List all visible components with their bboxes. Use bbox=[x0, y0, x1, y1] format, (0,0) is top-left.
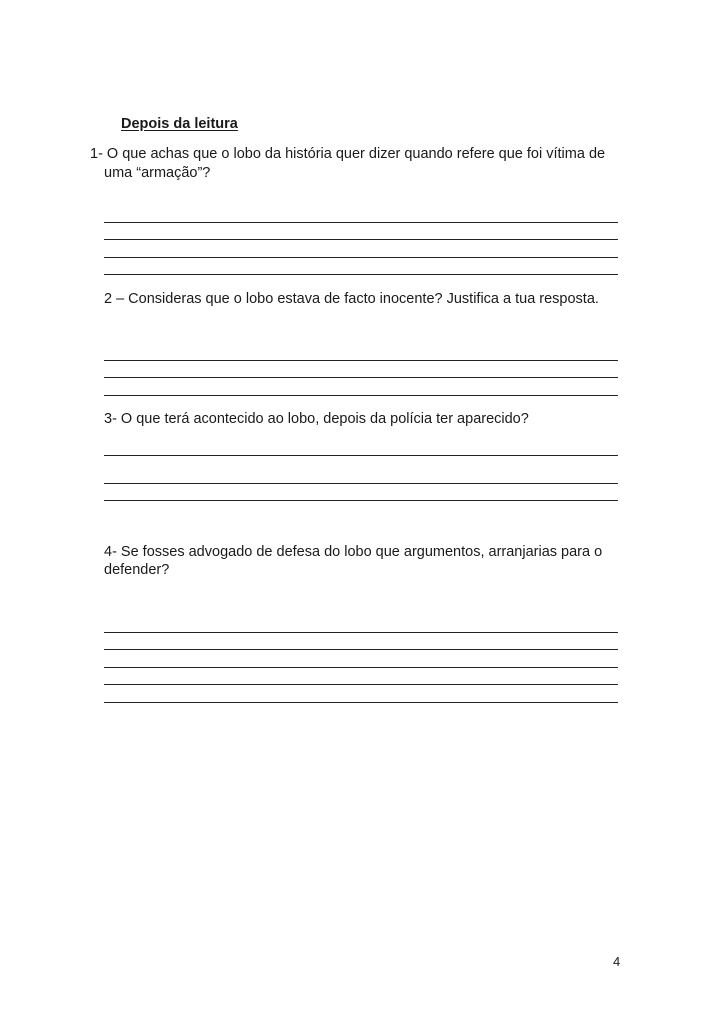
answer-line bbox=[104, 684, 618, 685]
answer-line bbox=[104, 360, 618, 361]
answer-line bbox=[104, 274, 618, 275]
answer-line bbox=[104, 500, 618, 501]
answer-line bbox=[104, 257, 618, 258]
section-heading: Depois da leitura bbox=[121, 116, 238, 132]
answer-line bbox=[104, 649, 618, 650]
question-3: 3- O que terá acontecido ao lobo, depois da polícia ter aparecido? bbox=[104, 411, 529, 427]
question-1-line-1: 1- O que achas que o lobo da história quer dizer quando refere que foi vítima de bbox=[90, 146, 606, 162]
answer-line bbox=[104, 222, 618, 223]
answer-line bbox=[104, 377, 618, 378]
answer-line bbox=[104, 632, 618, 633]
page-number: 4 bbox=[613, 954, 621, 969]
question-1-line-2: uma “armação”? bbox=[104, 165, 211, 181]
question-4-line-2: defender? bbox=[104, 562, 170, 578]
answer-line bbox=[104, 483, 618, 484]
question-2: 2 – Consideras que o lobo estava de facto inocente? Justifica a tua resposta. bbox=[104, 291, 599, 307]
answer-line bbox=[104, 702, 618, 703]
question-4-line-1: 4- Se fosses advogado de defesa do lobo que argumentos, arranjarias para o bbox=[104, 544, 603, 560]
answer-line bbox=[104, 395, 618, 396]
answer-line bbox=[104, 455, 618, 456]
answer-line bbox=[104, 667, 618, 668]
answer-line bbox=[104, 239, 618, 240]
